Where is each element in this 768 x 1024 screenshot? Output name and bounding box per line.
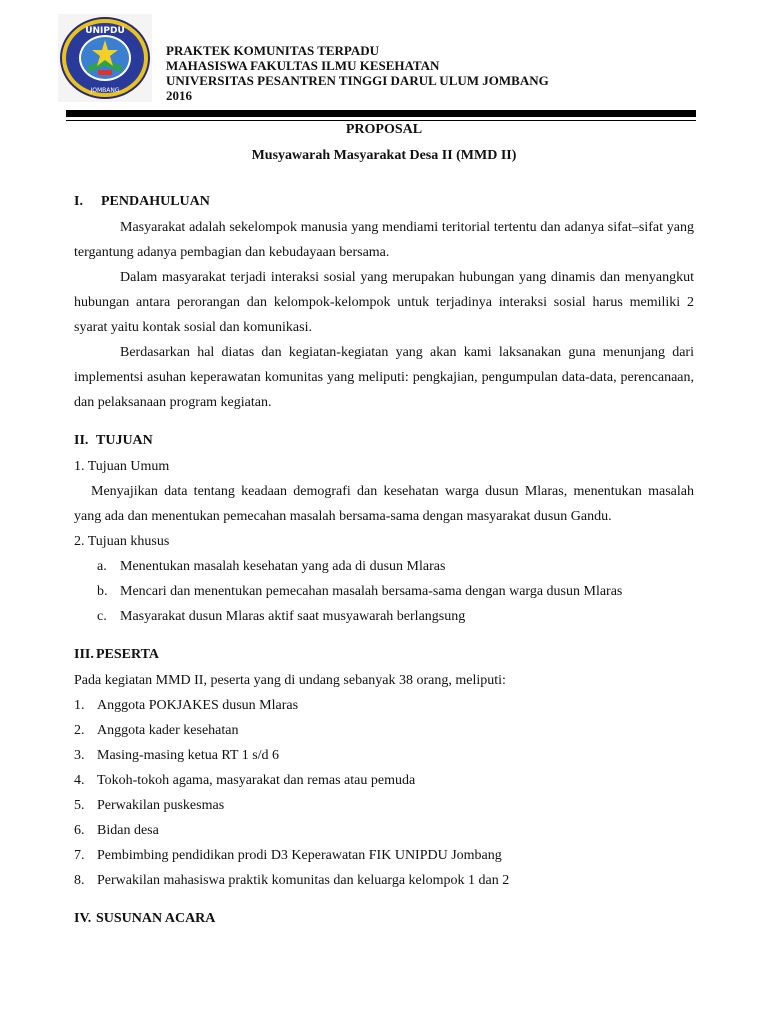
header-line: UNIVERSITAS PESANTREN TINGGI DARUL ULUM JOMBANG: [166, 73, 549, 88]
document-title: PROPOSAL: [345, 122, 423, 137]
section-heading-tujuan: II. TUJUAN: [74, 433, 153, 448]
header-line: PRAKTEK KOMUNITAS TERPADU: [166, 43, 380, 58]
subsection-label: 1. Tujuan Umum: [74, 459, 170, 474]
paragraph: Berdasarkan hal diatas dan kegiatan-kegiatan yang akan kami laksanakan guna menunjang dari implementsi asuhan keperawatan komunitas yang meliputi: pengkajian, pengumpulan data-data, perencanaan, dan pelaksanaan program kegiatan.: [74, 345, 694, 410]
document-subtitle: Musyawarah Masyarakat Desa II (MMD II): [251, 148, 517, 163]
header-line: MAHASISWA FAKULTAS ILMU KESEHATAN: [166, 58, 440, 73]
list-item: 2. Anggota kader kesehatan: [74, 723, 239, 738]
paragraph: Dalam masyarakat terjadi interaksi sosial yang merupakan hubungan yang dinamis dan menyangkut hubungan antara perorangan dan kelompok-kelompok untuk terjadinya interaksi sosial harus memiliki 2 syarat yaitu kontak sosial dan komunikasi.: [74, 270, 694, 335]
section-heading-susunan-acara: IV. SUSUNAN ACARA: [74, 911, 216, 926]
list-item: 3. Masing-masing ketua RT 1 s/d 6: [74, 748, 280, 763]
institution-header: [166, 43, 549, 103]
list-item: 6. Bidan desa: [74, 823, 159, 838]
list-item: 8. Perwakilan mahasiswa praktik komunitas dan keluarga kelompok 1 dan 2: [74, 873, 510, 888]
list-item: c. Masyarakat dusun Mlaras aktif saat musyawarah berlangsung: [97, 609, 466, 624]
paragraph: Masyarakat adalah sekelompok manusia yang mendiami teritorial tertentu dan adanya sifat–sifat yang tergantung adanya pembagian dan kebudayaan bersama.: [74, 220, 694, 260]
section-heading-pendahuluan: I. PENDAHULUAN: [74, 194, 210, 209]
section-heading-peserta: III. PESERTA: [74, 647, 160, 662]
list-item: a. Menentukan masalah kesehatan yang ada di dusun Mlaras: [97, 559, 446, 574]
svg-text:UNIPDU: UNIPDU: [85, 26, 125, 36]
document-body: [74, 121, 694, 928]
list-item: b. Mencari dan menentukan pemecahan masalah bersama-sama dengan warga dusun Mlaras: [97, 584, 623, 599]
list-item: 1. Anggota POKJAKES dusun Mlaras: [74, 698, 299, 713]
svg-text:JOMBANG: JOMBANG: [90, 87, 120, 94]
university-logo-icon: [58, 14, 152, 102]
list-item: 4. Tokoh-tokoh agama, masyarakat dan remas atau pemuda: [74, 773, 416, 788]
list-item: 5. Perwakilan puskesmas: [74, 798, 225, 813]
subsection-label: 2. Tujuan khusus: [74, 534, 170, 549]
paragraph: Pada kegiatan MMD II, peserta yang di undang sebanyak 38 orang, meliputi:: [74, 673, 506, 688]
header-divider-thick: [66, 110, 696, 117]
list-item: 7. Pembimbing pendidikan prodi D3 Keperawatan FIK UNIPDU Jombang: [74, 848, 502, 863]
paragraph: Menyajikan data tentang keadaan demografi dan kesehatan warga dusun Mlaras, menentukan masalah yang ada dan menentukan pemecahan masalah bersama-sama dengan masyarakat dusun Gandu.: [74, 484, 694, 524]
header-line: 2016: [166, 88, 192, 103]
